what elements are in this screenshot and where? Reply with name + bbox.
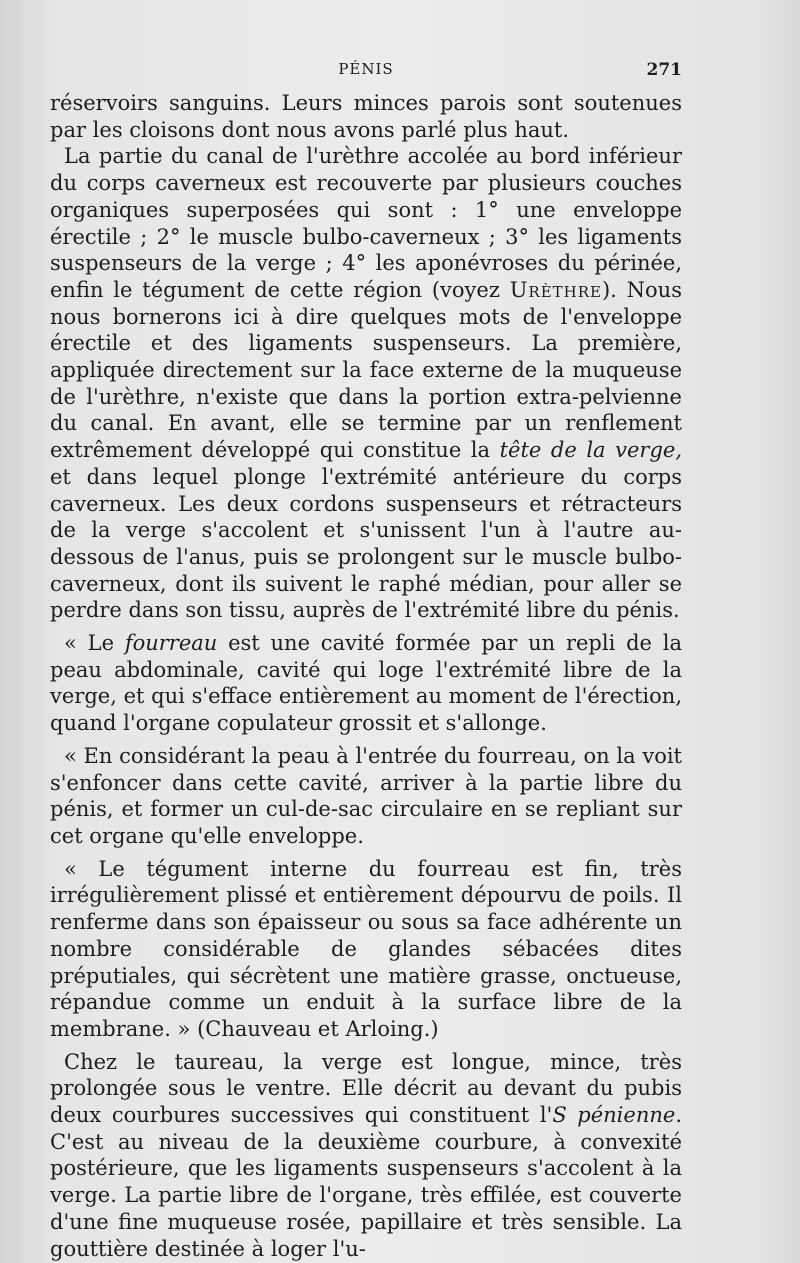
italic-term: S pénienne — [552, 1103, 676, 1128]
italic-term: fourreau — [124, 631, 218, 656]
running-title: PÉNIS — [338, 60, 394, 78]
paragraph-3-text-a: « Le — [64, 631, 125, 656]
paragraph-3-text-b: est une cavité formée par un repli de la peau abdominale, cavité qui loge l'extrémité libre de la verge, et qui s'efface entièrement au moment de l'érection, quand l'organe copulateur grossit et s'allonge. — [50, 631, 682, 736]
paragraph-2-text-b: ). Nous nous bornerons ici à dire quelques mots de l'enveloppe érectile et des ligaments suspenseurs. La première, appliquée directement sur la face externe de la muqueuse de l'urèthre, n'existe que dans la portion extra-pelvienne du canal. En avant, elle se termine par un renflement extrêmement développé qui constitue la — [50, 277, 682, 463]
paragraph-2 — [50, 143, 682, 624]
paragraph-5-text: « Le tégument interne du fourreau est fin, très irrégulièrement plissé et entièrement dépourvu de poils. Il renferme dans son épaisseur ou sous sa face adhérente un nombre considérable de glandes sébacées dites préputiales, qui sécrètent une matière grasse, onctueuse, répandue comme un enduit à la surface libre de la membrane. » (Chauveau et Arloing.) — [50, 856, 682, 1041]
cross-reference: Urèthre — [509, 277, 602, 302]
paragraph-1 — [50, 90, 682, 143]
paragraph-4-text: « En considérant la peau à l'entrée du fourreau, on la voit s'enfoncer dans cette cavité, arriver à la partie libre du pénis, et former un cul-de-sac circulaire en se repliant sur cet organe qu'elle enveloppe. — [50, 743, 682, 848]
paragraph-6 — [50, 1049, 682, 1263]
paragraph-4 — [50, 743, 682, 850]
paragraph-2-text-a: La partie du canal de l'urèthre accolée au bord inférieur du corps caverneux est recouverte par plusieurs couches organiques superposées qui sont : 1° une enveloppe érectile ; 2° le muscle bulbo-caverneux ; 3° les ligaments suspenseurs de la verge ; 4° les aponévroses du périnée, enfin le tégument de cette région (voyez — [50, 144, 682, 302]
page-header — [50, 60, 682, 86]
page-number: 271 — [646, 60, 682, 80]
body-text — [50, 90, 682, 1262]
paragraph-6-text-a: Chez le taureau, la verge est longue, mince, très prolongée sous le ventre. Elle décrit au devant du pubis deux courbures successives qui constituent l' — [50, 1049, 682, 1128]
paragraph-1-text: réservoirs sanguins. Leurs minces parois sont soutenues par les cloisons dont nous avons parlé plus haut. — [50, 91, 682, 142]
paragraph-5 — [50, 856, 682, 1043]
paragraph-6-text-b: . C'est au niveau de la deuxième courbure, à convexité postérieure, que les ligaments suspenseurs s'accolent à la verge. La partie libre de l'organe, très effilée, est couverte d'une fine muqueuse rosée, papillaire et très sensible. La gouttière destinée à loger l'u- — [50, 1103, 682, 1261]
paragraph-3 — [50, 630, 682, 737]
paragraph-2-text-c: et dans lequel plonge l'extrémité antérieure du corps caverneux. Les deux cordons suspenseurs et rétracteurs de la verge s'accolent et s'unissent l'un à l'autre au-dessous de l'anus, puis se prolongent sur le muscle bulbo-caverneux, dont ils suivent le raphé médian, pour aller se perdre dans son tissu, auprès de l'extrémité libre du pénis. — [50, 464, 682, 623]
italic-term: tête de la verge, — [499, 438, 682, 463]
